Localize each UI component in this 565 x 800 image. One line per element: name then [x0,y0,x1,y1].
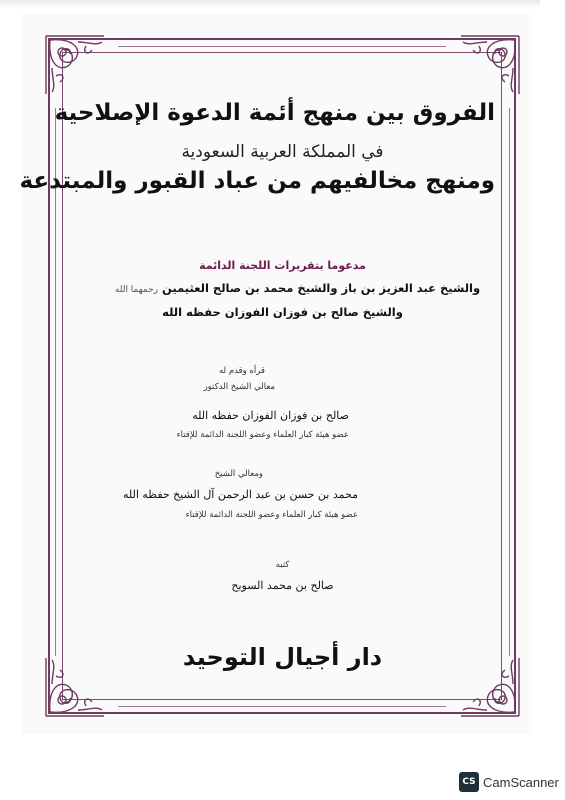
scan-edge [0,0,540,8]
reviewer-title-2: ومعالي الشيخ [214,469,263,479]
reviewer-name-1: صالح بن فوزان الفوزان حفظه الله [192,409,349,422]
frame-rule-bottom [118,706,446,707]
camscanner-text: CamScanner [483,774,559,790]
reviewer-name-2: محمد بن حسن بن عبد الرحمن آل الشيخ حفظه الله [122,488,358,501]
sheikhs-line-1 [80,281,515,295]
author-name: صالح بن محمد السويح [231,579,334,592]
reviewer-role-2: عضو هيئة كبار العلماء وعضو اللجنة الدائمة للإفتاء [185,510,358,520]
reviewer-title-1: معالي الشيخ الدكتور [203,382,275,392]
corner-ornament-top-right [457,32,523,98]
camscanner-logo-icon: CS [459,772,479,792]
book-title-line-2: في المملكة العربية السعودية [181,142,384,162]
read-intro: قرأه وقدم له [218,366,265,376]
frame-rule-top [118,46,446,47]
book-title-line-3: ومنهج مخالفيهم من عباد القبور والمبتدعة [19,168,495,194]
publisher-name: دار أجيال التوحيد [182,643,383,671]
book-title-line-1: الفروق بين منهج أئمة الدعوة الإصلاحية [54,100,495,126]
reviewer-role-1: عضو هيئة كبار العلماء وعضو اللجنة الدائمة للإفتاء [176,430,349,440]
author-intro: كتبه [275,560,290,570]
sheikhs-line-2: والشيخ صالح بن فوزان الفوزان حفظه الله [162,305,403,319]
corner-ornament-top-left [42,32,108,98]
sheikhs-names: والشيخ عبد العزيز بن باز والشيخ محمد بن صالح العثيمين [162,281,481,295]
frame-rule-right [509,108,510,656]
subtitle: مدعوما بتقريرات اللجنة الدائمة [199,259,366,272]
honorific: رحمهما الله [114,285,159,295]
camscanner-watermark [459,772,559,792]
